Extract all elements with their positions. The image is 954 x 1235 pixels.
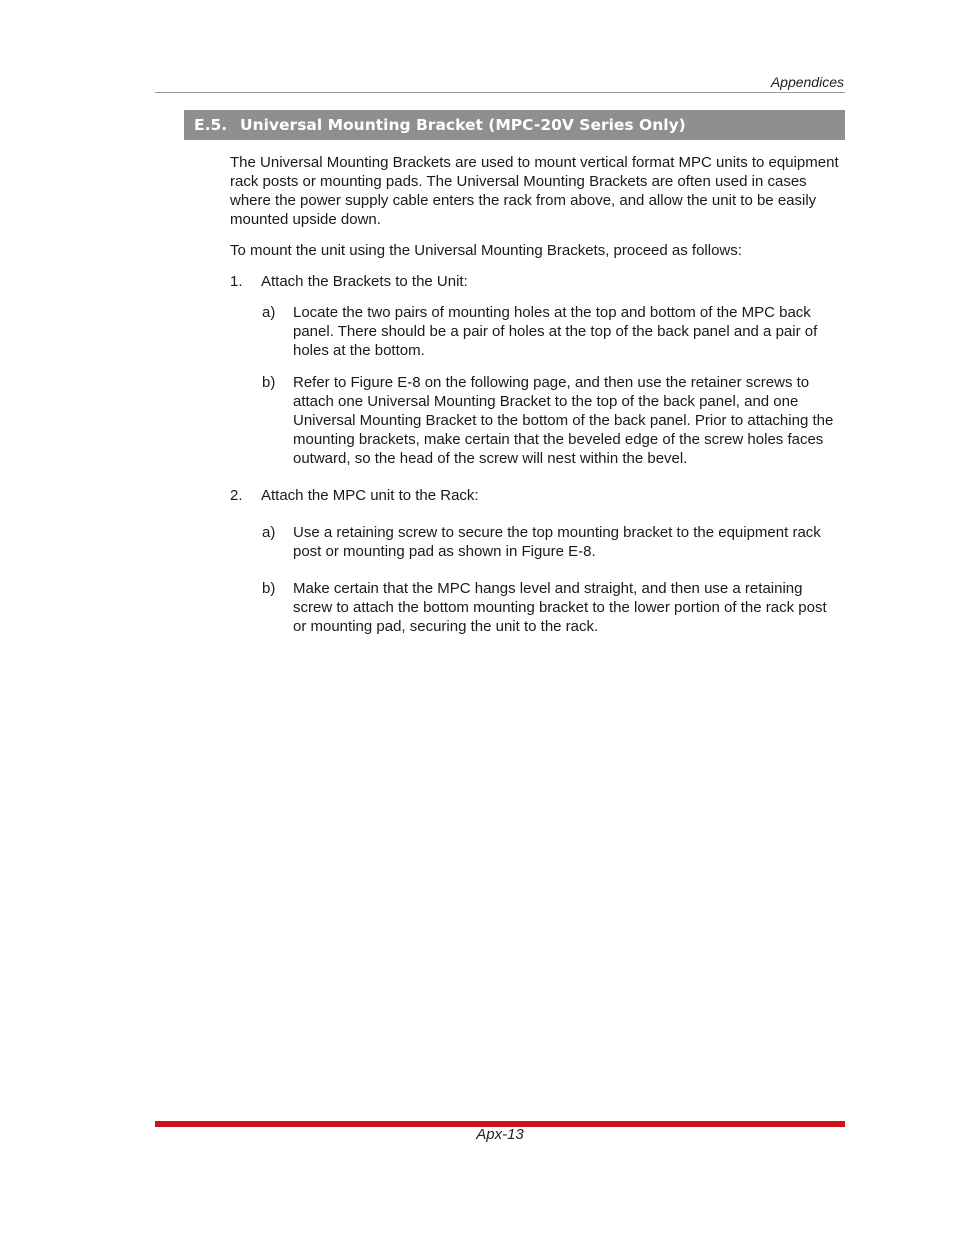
substep-text: Make certain that the MPC hangs level and straight, and then use a retaining screw to attach the bottom mounting bracket to the lower portion of the rack post or mounting pad, securing the unit to the rack.	[293, 580, 827, 635]
substep-text: Refer to Figure E-8 on the following page, and then use the retainer screws to attach one Universal Mounting Bracket to the top of the back panel, and one Universal Mounting Bracket to the bottom of the back panel. Prior to attaching the mounting brackets, make certain that the beveled edge of the screw holes faces outward, so the head of the screw will nest within the bevel.	[293, 374, 834, 467]
substep-text: Use a retaining screw to secure the top mounting bracket to the equipment rack post or mounting pad as shown in Figure E-8.	[293, 524, 821, 560]
lead-in-paragraph: To mount the unit using the Universal Mounting Brackets, proceed as follows:	[230, 242, 742, 259]
document-body	[230, 153, 842, 636]
step-marker: 1.	[230, 273, 243, 290]
step-1	[230, 272, 842, 291]
step-1-substep-b	[262, 373, 842, 468]
substep-marker: a)	[262, 524, 276, 541]
substep-marker: b)	[262, 580, 276, 597]
step-2-substep-a	[262, 523, 842, 561]
page-number: Apx-13	[476, 1126, 524, 1143]
step-2	[230, 486, 842, 505]
substep-text: Locate the two pairs of mounting holes at the top and bottom of the MPC back panel. There should be a pair of holes at the top of the back panel and a pair of holes at the bottom.	[293, 304, 818, 359]
step-text: Attach the MPC unit to the Rack:	[261, 487, 479, 504]
step-2-substep-b	[262, 579, 842, 636]
step-1-substep-a	[262, 303, 842, 360]
section-heading	[184, 110, 845, 140]
running-header: Appendices	[770, 74, 844, 90]
substep-marker: a)	[262, 304, 276, 321]
step-marker: 2.	[230, 487, 243, 504]
header-divider	[155, 92, 845, 93]
step-text: Attach the Brackets to the Unit:	[261, 273, 468, 290]
substep-marker: b)	[262, 374, 276, 391]
section-number: E.5.	[194, 116, 228, 134]
intro-paragraph: The Universal Mounting Brackets are used to mount vertical format MPC units to equipment rack posts or mounting pads. The Universal Mounting Brackets are often used in cases where the power supply cable enters the rack from above, and allow the unit to be easily mounted upside down.	[230, 154, 839, 228]
section-title: Universal Mounting Bracket (MPC-20V Series Only)	[240, 116, 686, 134]
